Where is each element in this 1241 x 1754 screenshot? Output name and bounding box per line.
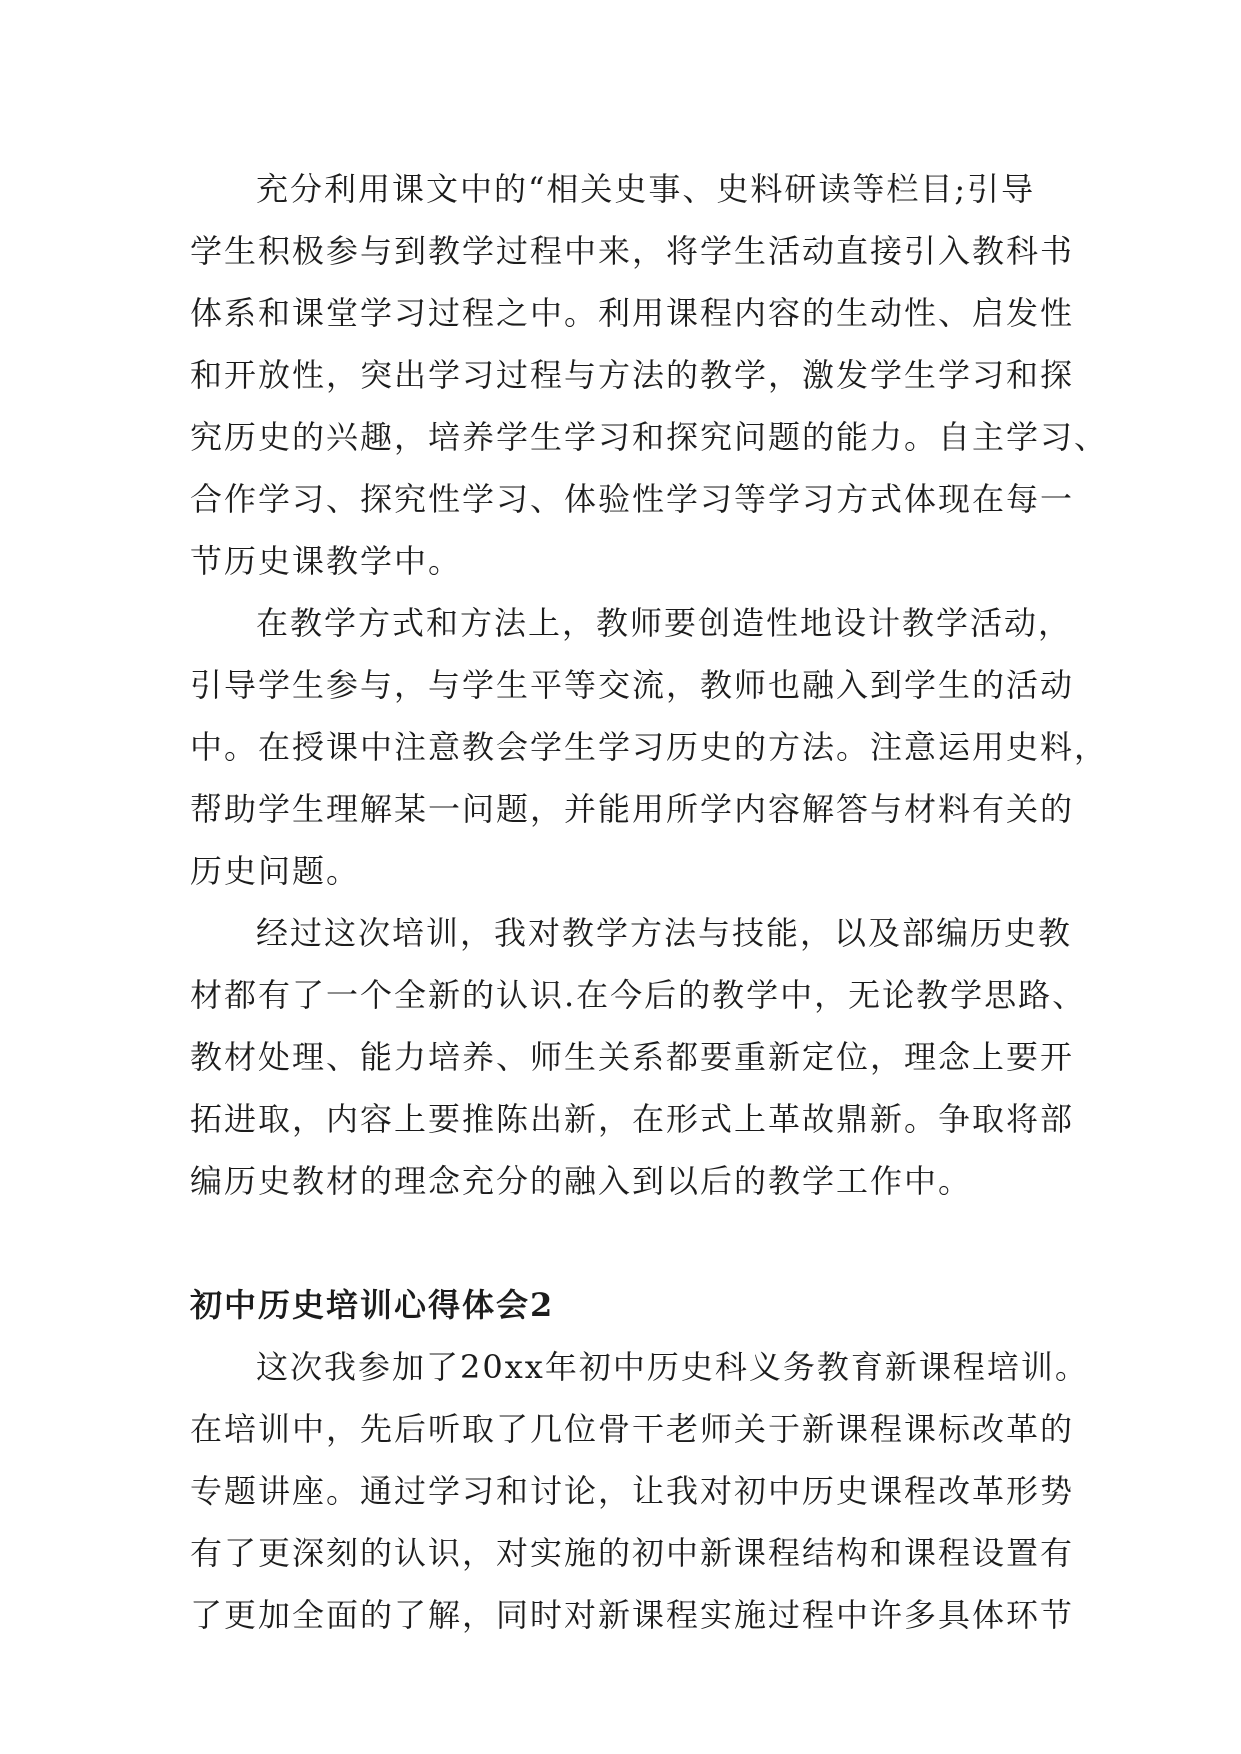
text-line: 引导学生参与，与学生平等交流，教师也融入到学生的活动: [190, 666, 1075, 704]
document-body: [190, 158, 1109, 1646]
text-line: 学生积极参与到教学过程中来，将学生活动直接引入教科书: [190, 232, 1075, 270]
text-line: 在培训中，先后听取了几位骨干老师关于新课程课标改革的: [190, 1410, 1075, 1448]
text-line: 在教学方式和方法上，教师要创造性地设计教学活动，: [256, 604, 1073, 642]
text-line: 体系和课堂学习过程之中。利用课程内容的生动性、启发性: [190, 294, 1075, 332]
paragraph-2: [190, 592, 1109, 902]
paragraph-4: [190, 1336, 1089, 1646]
text-line: 拓进取，内容上要推陈出新，在形式上革故鼎新。争取将部: [190, 1100, 1075, 1138]
section-spacer: [190, 1212, 1050, 1274]
text-line: 教材处理、能力培养、师生关系都要重新定位，理念上要开: [190, 1038, 1075, 1076]
paragraph-3: [190, 902, 1087, 1212]
text-line: 合作学习、探究性学习、体验性学习等学习方式体现在每一: [190, 480, 1075, 518]
text-line: 究历史的兴趣，培养学生学习和探究问题的能力。自主学习、: [190, 418, 1109, 456]
text-line: 材都有了一个全新的认识.在今后的教学中，无论教学思路、: [190, 976, 1087, 1014]
text-line: 了更加全面的了解，同时对新课程实施过程中许多具体环节: [190, 1596, 1075, 1634]
text-line: 经过这次培训，我对教学方法与技能，以及部编历史教: [256, 914, 1073, 952]
text-line: 有了更深刻的认识，对实施的初中新课程结构和课程设置有: [190, 1534, 1075, 1572]
paragraph-1: [190, 158, 1109, 592]
text-line: 专题讲座。通过学习和讨论，让我对初中历史课程改革形势: [190, 1472, 1075, 1510]
text-line: 充分利用课文中的“相关史事、史料研读等栏目;引导: [256, 170, 1036, 208]
text-line: 中。在授课中注意教会学生学习历史的方法。注意运用史料，: [190, 728, 1109, 766]
text-line: 和开放性，突出学习过程与方法的教学，激发学生学习和探: [190, 356, 1075, 394]
section-heading: 初中历史培训心得体会2: [190, 1286, 555, 1324]
text-line: 历史问题。: [190, 852, 361, 890]
text-line: 帮助学生理解某一问题，并能用所学内容解答与材料有关的: [190, 790, 1075, 828]
text-line: 节历史课教学中。: [190, 542, 463, 580]
text-line: 这次我参加了20xx年初中历史科义务教育新课程培训。: [256, 1348, 1089, 1386]
text-line: 编历史教材的理念充分的融入到以后的教学工作中。: [190, 1162, 973, 1200]
